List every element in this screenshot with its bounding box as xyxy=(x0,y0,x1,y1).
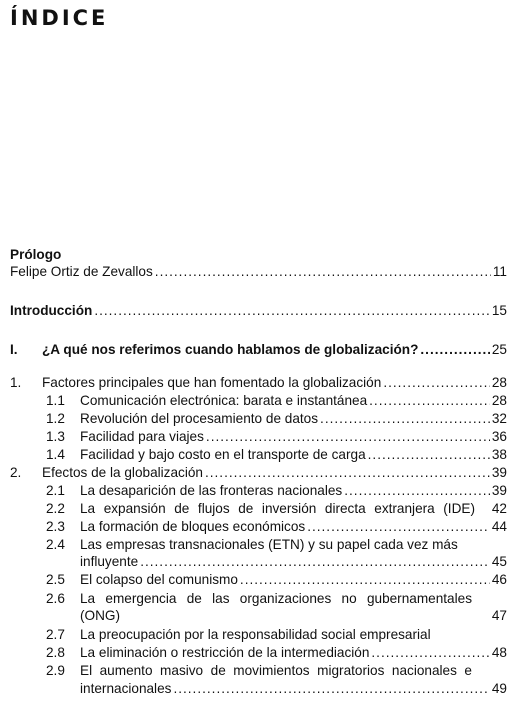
dot-leader xyxy=(173,680,489,697)
entry-label: internacionales xyxy=(80,681,172,696)
toc-entry-2-9-line2[interactable] xyxy=(80,680,507,697)
subsection-number: 2.7 xyxy=(46,627,65,642)
subsection-number: 2.4 xyxy=(46,537,65,552)
page-number: 36 xyxy=(491,429,507,444)
page-number: 47 xyxy=(491,608,507,623)
entry-label: Comunicación electrónica: barata e instantánea xyxy=(80,393,368,408)
dot-leader xyxy=(383,374,490,391)
dot-leader xyxy=(307,518,490,535)
toc-entry-2-6-line1[interactable]: La emergencia de las organizaciones no gubernamentales xyxy=(80,591,472,606)
entry-label: influyente xyxy=(80,554,139,569)
toc-entry-2-1[interactable] xyxy=(80,482,507,499)
subsection-number: 2.9 xyxy=(46,663,65,678)
prologo-heading: Prólogo xyxy=(10,247,62,262)
page-title: ÍNDICE xyxy=(10,6,109,30)
page-number: 11 xyxy=(492,264,507,279)
toc-entry-2-8[interactable] xyxy=(80,644,507,661)
entry-label: El colapso del comunismo xyxy=(80,572,238,587)
page-number: 49 xyxy=(491,681,507,696)
subsection-number: 1.3 xyxy=(46,429,65,444)
toc-entry-section-1[interactable] xyxy=(42,374,507,391)
toc-entry-2-3[interactable] xyxy=(80,518,507,535)
subsection-number: 2.1 xyxy=(46,483,65,498)
page-number: 28 xyxy=(491,375,507,390)
dot-leader xyxy=(140,553,490,570)
page-number: 15 xyxy=(491,303,507,318)
subsection-number: 1.2 xyxy=(46,411,65,426)
part-number: I. xyxy=(10,342,18,357)
dot-leader xyxy=(368,446,490,463)
toc-entry-part-1[interactable] xyxy=(42,341,507,358)
entry-label: Introducción xyxy=(10,303,93,318)
dot-leader xyxy=(206,428,490,445)
page-number: 46 xyxy=(491,572,507,587)
toc-entry-2-4-line1[interactable]: Las empresas transnacionales (ETN) y su papel cada vez más xyxy=(80,537,458,552)
subsection-number: 2.2 xyxy=(46,501,65,516)
entry-label: Facilidad y bajo costo en el transporte de carga xyxy=(80,447,366,462)
subsection-number: 2.6 xyxy=(46,591,65,606)
dot-leader xyxy=(205,464,490,481)
entry-label: Facilidad para viajes xyxy=(80,429,204,444)
toc-entry-introduccion[interactable] xyxy=(10,302,507,319)
entry-label: La formación de bloques económicos xyxy=(80,519,306,534)
entry-label: Felipe Ortiz de Zevallos xyxy=(10,264,153,279)
toc-entry-2-5[interactable] xyxy=(80,571,507,588)
page-number: 39 xyxy=(491,483,507,498)
toc-entry-1-4[interactable] xyxy=(80,446,507,463)
entry-label: Revolución del procesamiento de datos xyxy=(80,411,319,426)
page-number: 32 xyxy=(491,411,507,426)
toc-entry-2-4-line2[interactable] xyxy=(80,553,507,570)
dot-leader xyxy=(420,341,489,358)
toc-entry-1-3[interactable] xyxy=(80,428,507,445)
section-number: 1. xyxy=(10,375,22,390)
subsection-number: 2.5 xyxy=(46,572,65,587)
toc-entry-2-9-line1[interactable]: El aumento masivo de movimientos migratorios nacionales e xyxy=(80,663,472,678)
page-number: 39 xyxy=(491,465,507,480)
dot-leader xyxy=(344,482,490,499)
page-number: 42 xyxy=(491,501,507,516)
dot-leader xyxy=(320,410,490,427)
dot-leader xyxy=(371,644,489,661)
subsection-number: 2.8 xyxy=(46,645,65,660)
entry-label: ¿A qué nos referimos cuando hablamos de globalización? xyxy=(42,342,419,357)
page-number: 38 xyxy=(491,447,507,462)
subsection-number: 2.3 xyxy=(46,519,65,534)
entry-label: La eliminación o restricción de la intermediación xyxy=(80,645,370,660)
page-number: 28 xyxy=(491,393,507,408)
page-number: 44 xyxy=(491,519,507,534)
dot-leader xyxy=(240,571,490,588)
section-number: 2. xyxy=(10,465,22,480)
page-number: 45 xyxy=(491,554,507,569)
toc-entry-1-1[interactable] xyxy=(80,392,507,409)
toc-entry-2-6-line2[interactable]: (ONG) xyxy=(80,608,121,623)
page-number: 25 xyxy=(491,342,507,357)
dot-leader xyxy=(94,302,490,319)
entry-label: La desaparición de las fronteras nacionales xyxy=(80,483,343,498)
toc-entry-1-2[interactable] xyxy=(80,410,507,427)
entry-label: Efectos de la globalización xyxy=(42,465,203,480)
dot-leader xyxy=(369,392,490,409)
toc-entry-2-2[interactable]: La expansión de flujos de inversión directa extranjera (IDE) xyxy=(80,501,475,516)
toc-entry-prologo[interactable] xyxy=(10,263,507,280)
subsection-number: 1.4 xyxy=(46,447,65,462)
dot-leader xyxy=(155,263,491,280)
toc-entry-2-7[interactable]: La preocupación por la responsabilidad social empresarial xyxy=(80,627,431,642)
page-number: 48 xyxy=(491,645,507,660)
toc-entry-section-2[interactable] xyxy=(42,464,507,481)
subsection-number: 1.1 xyxy=(46,393,65,408)
entry-label: Factores principales que han fomentado la globalización xyxy=(42,375,382,390)
